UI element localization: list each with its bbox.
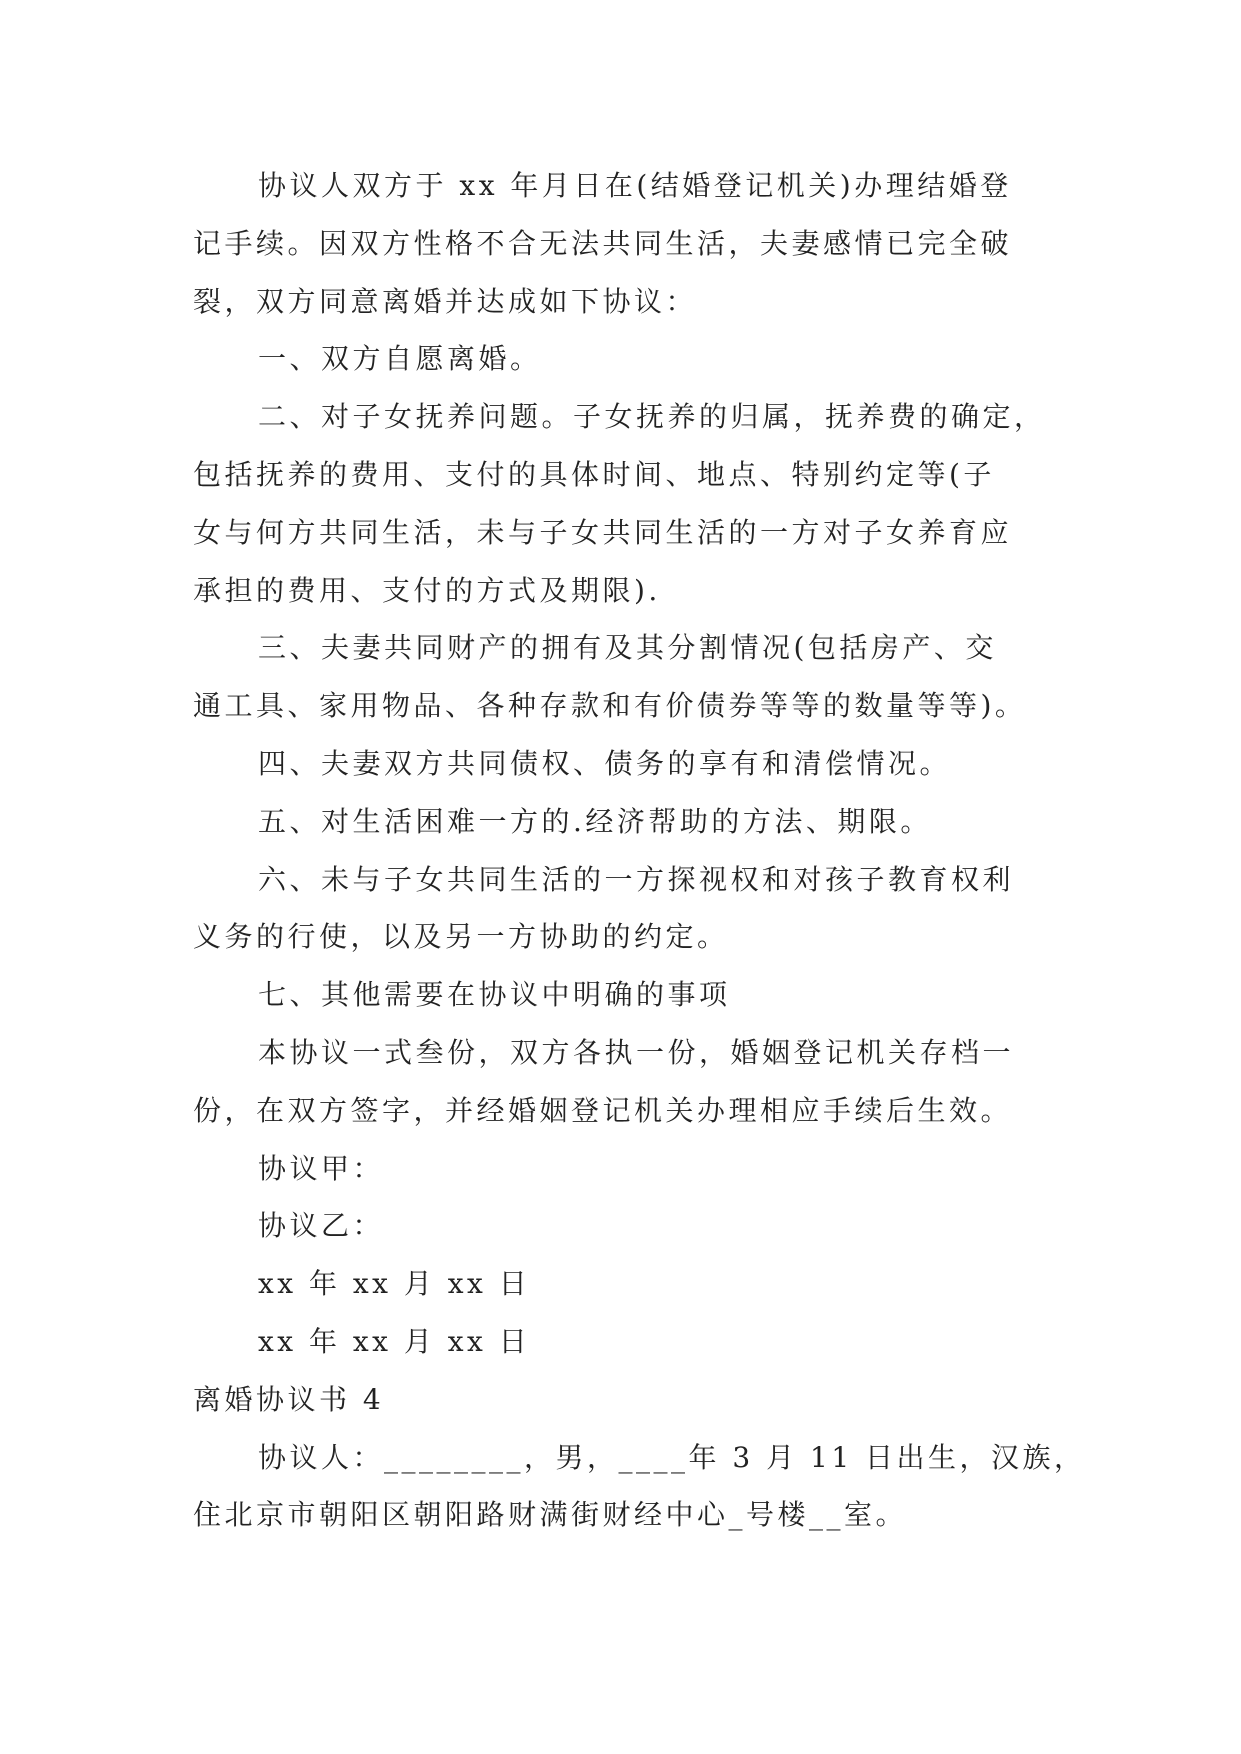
- text-line: 份，在双方签字，并经婚姻登记机关办理相应手续后生效。: [193, 1093, 1013, 1127]
- text-line: 承担的费用、支付的方式及期限).: [193, 573, 661, 607]
- next-section: [193, 1371, 1086, 1544]
- text-line: 七、其他需要在协议中明确的事项: [258, 978, 731, 1012]
- section-title: 离婚协议书 4: [193, 1382, 385, 1416]
- paragraph-clause-7: [193, 966, 1063, 1024]
- text-line: 四、夫妻双方共同债权、债务的享有和清偿情况。: [258, 746, 952, 780]
- paragraph-clause-6: [193, 851, 1063, 967]
- text-line: 义务的行使，以及另一方协助的约定。: [193, 920, 729, 954]
- text-line: 女与何方共同生活，未与子女共同生活的一方对子女养育应: [193, 515, 1013, 549]
- text-line: 协议人双方于 xx 年月日在(结婚登记机关)办理结婚登: [258, 169, 1012, 202]
- paragraph-copies: [193, 1024, 1063, 1140]
- signature-date: xx 年 xx 月 xx 日: [258, 1267, 531, 1301]
- text-line: 二、对子女抚养问题。子女抚养的归属，抚养费的确定，: [258, 400, 1046, 434]
- text-line: 六、未与子女共同生活的一方探视权和对孩子教育权利: [258, 862, 1015, 896]
- text-line: 裂，双方同意离婚并达成如下协议：: [193, 284, 698, 318]
- signature-block: [193, 1140, 1063, 1371]
- text-line: 本协议一式叁份，双方各执一份，婚姻登记机关存档一: [258, 1035, 1015, 1069]
- text-line: 通工具、家用物品、各种存款和有价债券等等的数量等等)。: [193, 689, 1027, 723]
- party-b-label: 协议乙：: [258, 1209, 385, 1243]
- party-a-label: 协议甲：: [258, 1151, 385, 1185]
- text-line: 三、夫妻共同财产的拥有及其分割情况(包括房产、交: [258, 631, 997, 665]
- document-body: [193, 157, 1086, 1544]
- paragraph-clause-5: [193, 793, 1063, 851]
- text-line: 记手续。因双方性格不合无法共同生活，夫妻感情已完全破: [193, 226, 1013, 260]
- paragraph-intro: [193, 157, 1063, 330]
- text-line: 一、双方自愿离婚。: [258, 342, 542, 376]
- signature-date: xx 年 xx 月 xx 日: [258, 1324, 531, 1358]
- paragraph-clause-3: [193, 619, 1063, 735]
- text-line: 五、对生活困难一方的.经济帮助的方法、期限。: [258, 804, 932, 838]
- text-line: 协议人：________，男，____年 3 月 11 日出生，汉族，: [258, 1440, 1086, 1474]
- text-line: 住北京市朝阳区朝阳路财满街财经中心_号楼__室。: [193, 1498, 908, 1532]
- paragraph-clause-4: [193, 735, 1063, 793]
- text-line: 包括抚养的费用、支付的具体时间、地点、特别约定等(子: [193, 457, 995, 491]
- paragraph-clause-2: [193, 388, 1063, 619]
- paragraph-clause-1: [193, 330, 1063, 388]
